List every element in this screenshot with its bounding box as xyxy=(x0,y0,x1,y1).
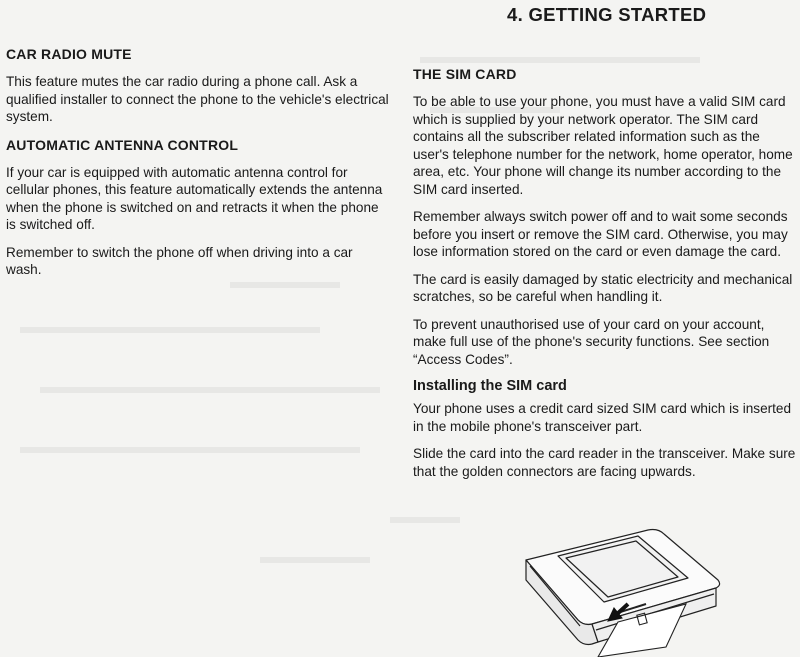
car-radio-mute-heading: CAR RADIO MUTE xyxy=(6,46,132,62)
sim-card-para-3: The card is easily damaged by static electricity and mechanical scratches, so be careful when handling it. xyxy=(413,271,793,304)
sim-insertion-illustration xyxy=(518,522,744,657)
installing-sim-para-1: Your phone uses a credit card sized SIM card which is inserted in the mobile phone's transceiver part. xyxy=(413,401,792,434)
installing-sim-para-2: Slide the card into the card reader in the transceiver. Make sure that the golden connectors are facing upwards. xyxy=(413,446,796,479)
chapter-title: 4. GETTING STARTED xyxy=(507,4,707,25)
sim-card-para-1: To be able to use your phone, you must have a valid SIM card which is supplied by your network operator. The SIM card contains all the subscriber related information such as the user's telephone number for the network, home operator, home area, etc. Your phone will change its number according to the SIM card inserted. xyxy=(413,94,793,197)
sim-card-para-2: Remember always switch power off and to wait some seconds before you insert or remove the SIM card. Otherwise, you may lose information stored on the card or even damage the card. xyxy=(413,209,788,259)
antenna-control-heading: AUTOMATIC ANTENNA CONTROL xyxy=(6,136,239,153)
antenna-control-text: If your car is equipped with automatic antenna control for cellular phones, this feature automatically extends the antenna when the phone is switched on and retracts it when the phone is switched off. xyxy=(6,164,383,232)
car-radio-mute-text: This feature mutes the car radio during a phone call. Ask a qualified installer to connect the phone to the vehicle's electrical system. xyxy=(6,74,389,124)
installing-sim-heading: Installing the SIM card xyxy=(413,378,567,394)
right-column xyxy=(413,66,798,490)
left-column xyxy=(6,46,390,289)
sim-card-heading: THE SIM CARD xyxy=(413,66,517,82)
sim-card-para-4: To prevent unauthorised use of your card on your account, make full use of the phone's security functions. See section “Access Codes”. xyxy=(413,316,770,367)
antenna-control-reminder: Remember to switch the phone off when driving into a car wash. xyxy=(6,244,353,277)
